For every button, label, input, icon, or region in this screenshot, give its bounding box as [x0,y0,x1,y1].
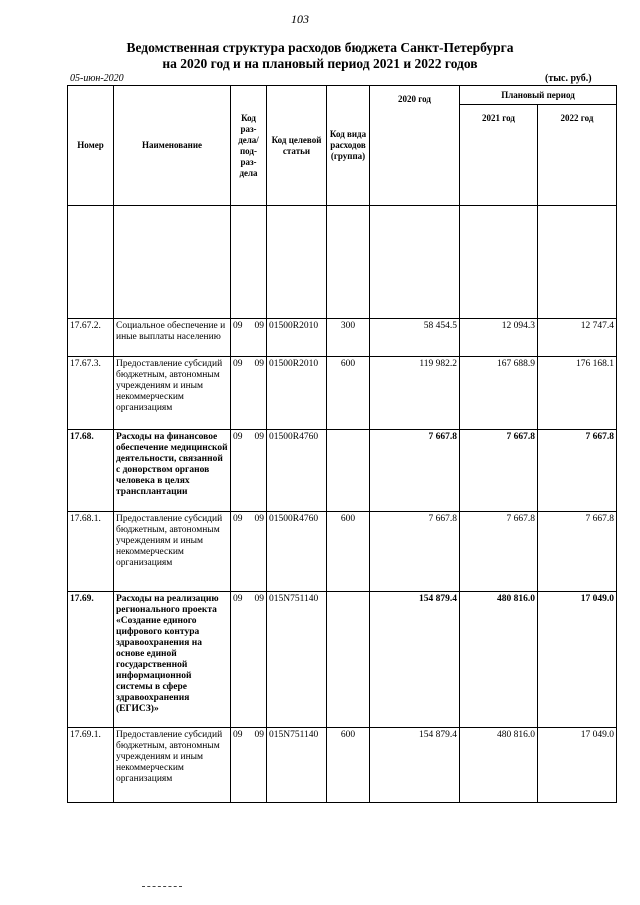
row-target: 01500R4760 [267,430,327,512]
document-title [0,40,640,72]
row-number: 17.68. [68,430,114,512]
footer-mark [142,886,182,889]
row-2022: 12 747.4 [538,319,617,357]
table-row [68,357,617,430]
row-2021: 480 816.0 [460,728,538,803]
spacer-row [68,206,617,319]
row-name: Расходы на реализацию регионального проекта «Создание единого цифрового контура здравоохранения на основе единой государственной информационной системы в сфере здравоохранения (ЕГИСЗ)» [114,592,231,728]
row-kind: 600 [327,357,370,430]
row-name: Предоставление субсидий бюджетным, автономным учреждениям и иным некоммерческим организациям [114,512,231,592]
section-code: 09 [233,594,243,604]
section-code: 09 [233,730,243,740]
row-2021: 12 094.3 [460,319,538,357]
row-2020: 7 667.8 [370,430,460,512]
row-section [231,512,267,592]
units-label: (тыс. руб.) [545,73,592,84]
row-kind: 600 [327,512,370,592]
section-code: 09 [233,321,243,331]
table-row [68,319,617,357]
header-plan-period: Плановый период [460,86,617,105]
section-code: 09 [233,432,243,442]
row-name: Предоставление субсидий бюджетным, автономным учреждениям и иным некоммерческим организациям [114,357,231,430]
subsection-code: 09 [254,321,264,331]
row-2021: 7 667.8 [460,430,538,512]
row-2020: 154 879.4 [370,728,460,803]
row-2021: 167 688.9 [460,357,538,430]
row-target: 015N751140 [267,728,327,803]
table-row [68,592,617,728]
table-row [68,728,617,803]
row-kind: 600 [327,728,370,803]
row-2022: 17 049.0 [538,728,617,803]
row-kind: 300 [327,319,370,357]
title-line-2: на 2020 год и на плановый период 2021 и 2022 годов [162,56,478,71]
row-2021: 480 816.0 [460,592,538,728]
header-target: Код целевой статьи [267,86,327,206]
row-2022: 176 168.1 [538,357,617,430]
subsection-code: 09 [254,432,264,442]
row-number: 17.67.2. [68,319,114,357]
subsection-code: 09 [254,514,264,524]
header-number: Номер [68,86,114,206]
row-2020: 7 667.8 [370,512,460,592]
header-2021: 2021 год [460,105,538,206]
page-number: 103 [291,12,309,26]
row-section [231,430,267,512]
row-name: Предоставление субсидий бюджетным, автономным учреждениям и иным некоммерческим организациям [114,728,231,803]
budget-table [67,85,617,803]
subsection-code: 09 [254,359,264,369]
table-row [68,512,617,592]
row-target: 01500R2010 [267,319,327,357]
row-2020: 154 879.4 [370,592,460,728]
header-2020: 2020 год [370,86,460,206]
row-2022: 7 667.8 [538,512,617,592]
row-2022: 7 667.8 [538,430,617,512]
table-row [68,430,617,512]
row-target: 015N751140 [267,592,327,728]
header-kind: Код вида расходов (группа) [327,86,370,206]
row-2020: 119 982.2 [370,357,460,430]
row-section [231,728,267,803]
row-number: 17.69. [68,592,114,728]
header-2022: 2022 год [538,105,617,206]
section-code: 09 [233,514,243,524]
row-name: Социальное обеспечение и иные выплаты населению [114,319,231,357]
row-number: 17.68.1. [68,512,114,592]
row-2021: 7 667.8 [460,512,538,592]
row-2022: 17 049.0 [538,592,617,728]
row-target: 01500R4760 [267,512,327,592]
header-section: Код раз- дела/ под- раз- дела [231,86,267,206]
row-number: 17.67.3. [68,357,114,430]
row-kind [327,592,370,728]
row-2020: 58 454.5 [370,319,460,357]
row-number: 17.69.1. [68,728,114,803]
row-section [231,319,267,357]
title-line-1: Ведомственная структура расходов бюджета Санкт-Петербурга [126,40,514,55]
row-kind [327,430,370,512]
header-name: Наименование [114,86,231,206]
section-code: 09 [233,359,243,369]
document-date: 05-июн-2020 [70,73,124,84]
row-target: 01500R2010 [267,357,327,430]
subsection-code: 09 [254,730,264,740]
row-section [231,592,267,728]
row-name: Расходы на финансовое обеспечение медицинской деятельности, связанной с донорством органов человека в целях трансплантации [114,430,231,512]
row-section [231,357,267,430]
subsection-code: 09 [254,594,264,604]
